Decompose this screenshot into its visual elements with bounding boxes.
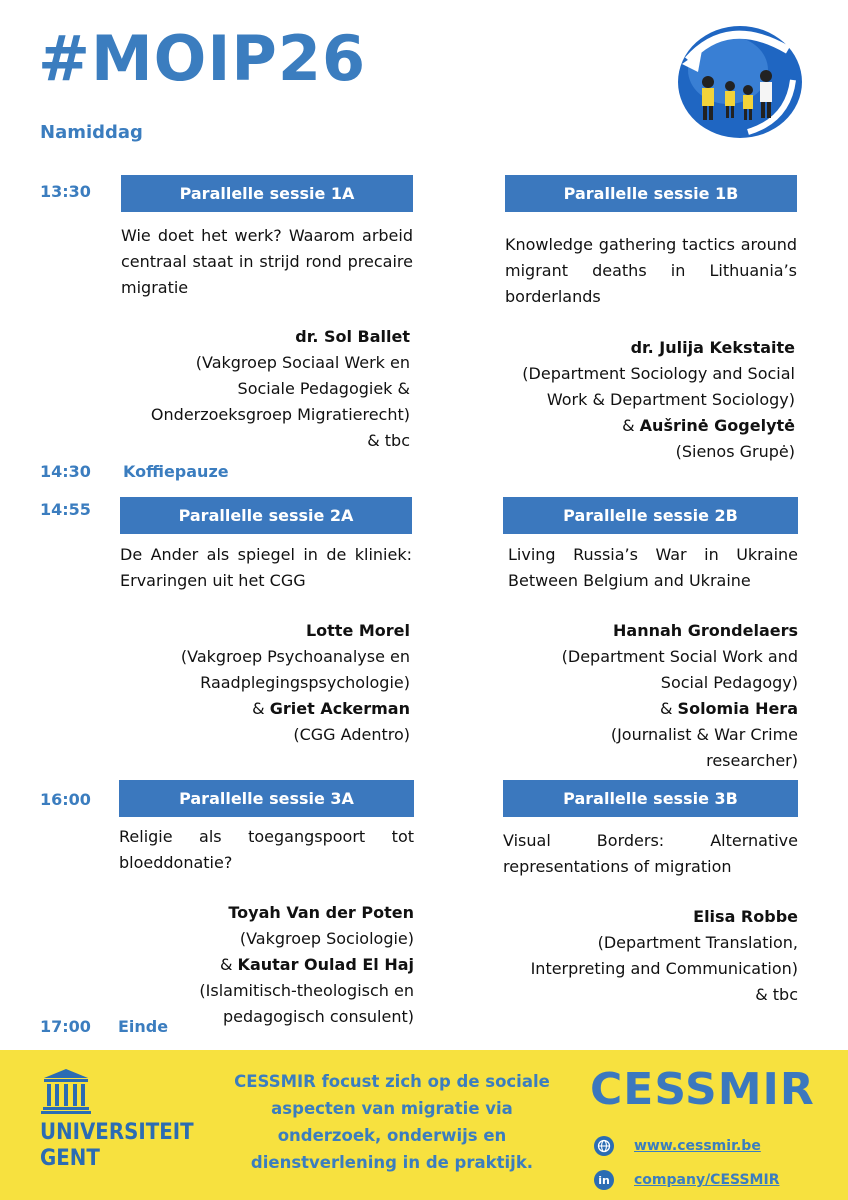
- university-building-icon: [40, 1068, 92, 1114]
- cessmir-brand: CESSMIR: [590, 1064, 815, 1115]
- linkedin-link[interactable]: company/CESSMIR: [634, 1172, 780, 1188]
- speaker-name: Toyah Van der Poten: [228, 903, 414, 922]
- ampersand: &: [219, 955, 238, 974]
- ampersand: &: [622, 416, 640, 435]
- speaker-name: dr. Sol Ballet: [295, 327, 410, 346]
- session-1a-speakers: [118, 324, 410, 454]
- session-1a-header: Parallelle sessie 1A: [121, 175, 413, 212]
- speaker-affiliation: Onderzoeksgroep Migratierecht): [150, 405, 410, 424]
- speaker-affiliation: Work & Department Sociology): [546, 390, 795, 409]
- time-1455: 14:55: [40, 500, 91, 519]
- speaker-name: Lotte Morel: [305, 621, 410, 640]
- session-3a-speakers: [122, 900, 414, 1030]
- speaker-affiliation: researcher): [706, 751, 798, 770]
- speaker-affiliation: (Vakgroep Sociaal Werk en: [195, 353, 410, 372]
- speaker-line: [122, 952, 414, 978]
- website-link-row[interactable]: [594, 1136, 761, 1156]
- session-2b-speakers: [506, 618, 798, 774]
- speaker-affiliation: Interpreting and Communication): [530, 959, 798, 978]
- speaker-affiliation: (Vakgroep Sociologie): [239, 929, 414, 948]
- end-label: Einde: [118, 1017, 169, 1036]
- co-speaker-name: Solomia Hera: [677, 699, 798, 718]
- university-logo-text: [40, 1120, 194, 1172]
- session-2a-header: Parallelle sessie 2A: [120, 497, 412, 534]
- speaker-affiliation: Sociale Pedagogiek &: [237, 379, 410, 398]
- footer-tagline: CESSMIR focust zich op de sociale aspecten van migratie via onderzoek, onderwijs en dienstverlening in de praktijk.: [234, 1072, 550, 1172]
- university-name-line1: UNIVERSITEIT: [40, 1120, 194, 1145]
- linkedin-link-row[interactable]: [594, 1170, 779, 1190]
- coffee-break-label: Koffiepauze: [123, 462, 229, 481]
- time-1430: 14:30: [40, 462, 91, 481]
- time-1600: 16:00: [40, 790, 91, 809]
- speaker-affiliation: (Vakgroep Psychoanalyse en: [180, 647, 410, 666]
- ampersand: &: [659, 699, 678, 718]
- ampersand: &: [252, 699, 270, 718]
- session-3b-header: Parallelle sessie 3B: [503, 780, 798, 817]
- time-1700: 17:00: [40, 1017, 91, 1036]
- co-speaker-name: Kautar Oulad El Haj: [237, 955, 414, 974]
- speaker-name: Hannah Grondelaers: [613, 621, 798, 640]
- speaker-affiliation: (Journalist & War Crime: [610, 725, 798, 744]
- speaker-affiliation: Raadplegingspsychologie): [200, 673, 410, 692]
- website-link[interactable]: www.cessmir.be: [634, 1138, 761, 1154]
- speaker-affiliation: Social Pedagogy): [660, 673, 798, 692]
- speaker-line: [503, 413, 795, 439]
- co-speaker-name: Aušrinė Gogelytė: [639, 416, 795, 435]
- speaker-affiliation: (Sienos Grupė): [675, 442, 795, 461]
- session-1a-description: Wie doet het werk? Waarom arbeid centraal staat in strijd rond precaire migratie: [121, 226, 413, 297]
- speaker-name: Elisa Robbe: [693, 907, 798, 926]
- page-title: #MOIP26: [38, 22, 367, 95]
- linkedin-icon: in: [594, 1170, 614, 1190]
- speaker-line: [506, 696, 798, 722]
- speaker-extra: & tbc: [367, 431, 410, 450]
- session-2a-speakers: [118, 618, 410, 748]
- time-1330: 13:30: [40, 182, 91, 201]
- speaker-line: [118, 696, 410, 722]
- globe-icon: [594, 1136, 614, 1156]
- migration-globe-logo: [668, 20, 808, 140]
- co-speaker-name: Griet Ackerman: [269, 699, 410, 718]
- speaker-extra: & tbc: [755, 985, 798, 1004]
- session-2b-header: Parallelle sessie 2B: [503, 497, 798, 534]
- page-subtitle: Namiddag: [40, 122, 143, 143]
- speaker-affiliation: (Islamitisch-theologisch en: [199, 981, 414, 1000]
- session-3b-speakers: [506, 904, 798, 1008]
- session-3a-description: Religie als toegangspoort tot bloeddonatie?: [119, 827, 414, 872]
- session-2a-description: De Ander als spiegel in de kliniek: Ervaringen uit het CGG: [120, 545, 412, 590]
- session-3b-description: Visual Borders: Alternative representations of migration: [503, 831, 798, 876]
- session-2b-description: Living Russia’s War in Ukraine Between Belgium and Ukraine: [508, 545, 798, 590]
- speaker-name: dr. Julija Kekstaite: [630, 338, 795, 357]
- speaker-affiliation: (CGG Adentro): [293, 725, 410, 744]
- session-1b-speakers: [503, 335, 795, 465]
- speaker-affiliation: (Department Translation,: [597, 933, 798, 952]
- speaker-affiliation: pedagogisch consulent): [222, 1007, 414, 1026]
- university-name-line2: GENT: [40, 1146, 100, 1171]
- speaker-affiliation: (Department Sociology and Social: [522, 364, 795, 383]
- session-1b-header: Parallelle sessie 1B: [505, 175, 797, 212]
- session-1b-description: Knowledge gathering tactics around migrant deaths in Lithuania’s borderlands: [505, 235, 797, 306]
- speaker-affiliation: (Department Social Work and: [561, 647, 798, 666]
- session-3a-header: Parallelle sessie 3A: [119, 780, 414, 817]
